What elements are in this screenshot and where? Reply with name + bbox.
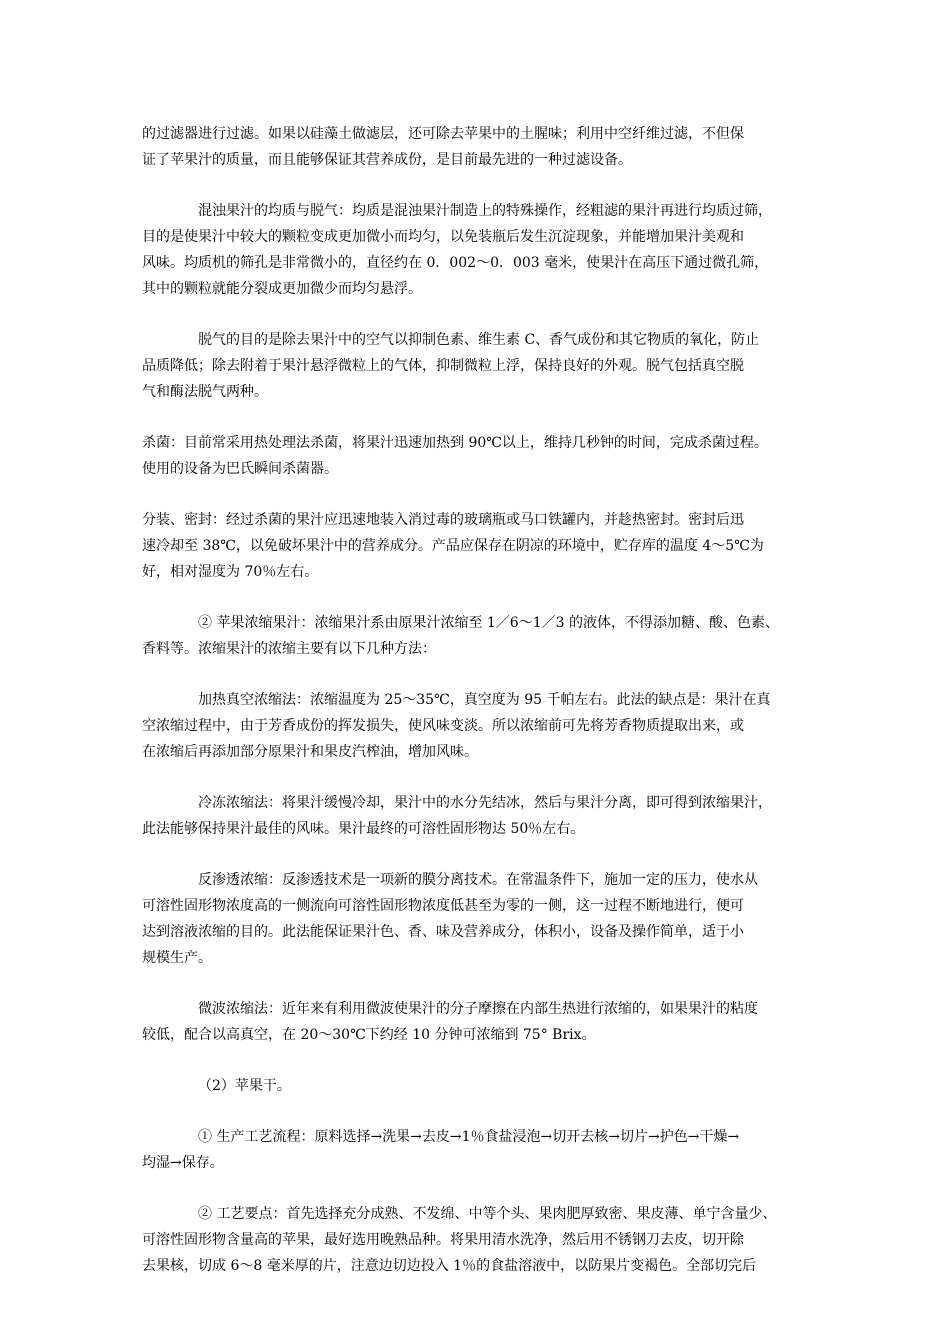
text-line: 在浓缩后再添加部分原果汁和果皮汽榨油，增加风味。 [142, 744, 478, 760]
text-line: 气和酶法脱气两种。 [142, 384, 268, 400]
text-line: 可溶性固形物含量高的苹果，最好选用晚熟品种。将果用清水洗净，然后用不锈钢刀去皮，切开除 [142, 1232, 744, 1248]
text-line: 目的是使果汁中较大的颗粒变成更加微小而均匀，以免装瓶后发生沉淀现象，并能增加果汁美观和 [142, 229, 744, 245]
text-line: 速冷却至 38℃，以免破坏果汁中的营养成分。产品应保存在阴凉的环境中，贮存库的温度 4～5℃为 [142, 538, 764, 554]
text-line: 混浊果汁的均质与脱气：均质是混浊果汁制造上的特殊操作，经粗滤的果汁再进行均质过筛， [198, 203, 772, 219]
document-body [142, 121, 822, 1279]
paragraph-reverse-osmosis [142, 867, 822, 971]
paragraph-vacuum-concentration [142, 687, 822, 765]
text-line: 微波浓缩法：近年来有利用微波使果汁的分子摩擦在内部生热进行浓缩的，如果果汁的粘度 [198, 1001, 758, 1017]
paragraph-filtration [142, 121, 822, 173]
paragraph-concentrated-juice [142, 610, 822, 662]
text-line: ① 生产工艺流程：原料选择→洗果→去皮→1％食盐浸泡→切开去核→切片→护色→干燥→ [198, 1129, 740, 1145]
paragraph-microwave-concentration [142, 996, 822, 1048]
paragraph-homogenization [142, 198, 822, 302]
text-line: 好，相对湿度为 70％左右。 [142, 564, 319, 580]
text-line: 此法能够保持果汁最佳的风味。果汁最终的可溶性固形物达 50％左右。 [142, 821, 585, 837]
text-line: 去果核，切成 6～8 毫米厚的片，注意边切边投入 1％的食盐溶液中，以防果片变褐色。全部切完后 [142, 1258, 757, 1274]
text-line: ② 苹果浓缩果汁：浓缩果汁系由原果汁浓缩至 1／6～1／3 的液体，不得添加糖、酸、色素、 [198, 615, 779, 631]
paragraph-freeze-concentration [142, 790, 822, 842]
text-line: 反渗透浓缩：反渗透技术是一项新的膜分离技术。在常温条件下，施加一定的压力，使水从 [198, 872, 758, 888]
text-line: 脱气的目的是除去果汁中的空气以抑制色素、维生素 C、香气成份和其它物质的氧化，防止 [198, 332, 760, 348]
text-line: 杀菌：目前常采用热处理法杀菌，将果汁迅速加热到 90℃以上，维持几秒钟的时间，完成杀菌过程。 [142, 435, 768, 451]
text-line: 证了苹果汁的质量，而且能够保证其营养成份，是目前最先进的一种过滤设备。 [142, 152, 632, 168]
section-heading-dried-apple [142, 1073, 822, 1099]
text-line: 规模生产。 [142, 950, 212, 966]
text-line: 香料等。浓缩果汁的浓缩主要有以下几种方法： [142, 641, 436, 657]
text-line: 均湿→保存。 [142, 1155, 224, 1171]
text-line: 可溶性固形物浓度高的一侧流向可溶性固形物浓度低甚至为零的一侧，这一过程不断地进行，便可 [142, 898, 744, 914]
paragraph-process-flow [142, 1124, 822, 1176]
paragraph-sterilization [142, 430, 822, 482]
text-line: ② 工艺要点：首先选择充分成熟、不发绵、中等个头、果肉肥厚致密、果皮薄、单宁含量少、 [198, 1206, 777, 1222]
text-line: 的过滤器进行过滤。如果以硅藻土做滤层，还可除去苹果中的土腥味；利用中空纤维过滤，不但保 [142, 126, 744, 142]
text-line: 空浓缩过程中，由于芳香成份的挥发损失，使风味变淡。所以浓缩前可先将芳香物质提取出来，或 [142, 718, 744, 734]
text-line: 达到溶液浓缩的目的。此法能保证果汁色、香、味及营养成分，体积小，设备及操作简单，适于小 [142, 924, 744, 940]
text-line: 使用的设备为巴氏瞬间杀菌器。 [142, 461, 338, 477]
text-line: 分装、密封：经过杀菌的果汁应迅速地装入消过毒的玻璃瓶或马口铁罐内，并趁热密封。密封后迅 [142, 512, 744, 528]
paragraph-packaging [142, 507, 822, 585]
text-line: 品质降低；除去附着于果汁悬浮微粒上的气体，抑制微粒上浮，保持良好的外观。脱气包括真空脱 [142, 358, 744, 374]
text-line: 冷冻浓缩法：将果汁缓慢冷却，果汁中的水分先结冰，然后与果汁分离，即可得到浓缩果汁， [198, 795, 772, 811]
text-line: （2）苹果干。 [198, 1078, 291, 1094]
paragraph-process-key-points [142, 1201, 822, 1279]
text-line: 其中的颗粒就能分裂成更加微少而均匀悬浮。 [142, 281, 422, 297]
text-line: 加热真空浓缩法：浓缩温度为 25～35℃，真空度为 95 千帕左右。此法的缺点是：果汁在真 [198, 692, 771, 708]
paragraph-degassing [142, 327, 822, 405]
text-line: 较低，配合以高真空，在 20～30℃下约经 10 分钟可浓缩到 75° Brix。 [142, 1027, 596, 1043]
text-line: 风味。均质机的筛孔是非常微小的，直径约在 0．002～0．003 毫米，使果汁在高压下通过微孔筛， [142, 255, 769, 271]
